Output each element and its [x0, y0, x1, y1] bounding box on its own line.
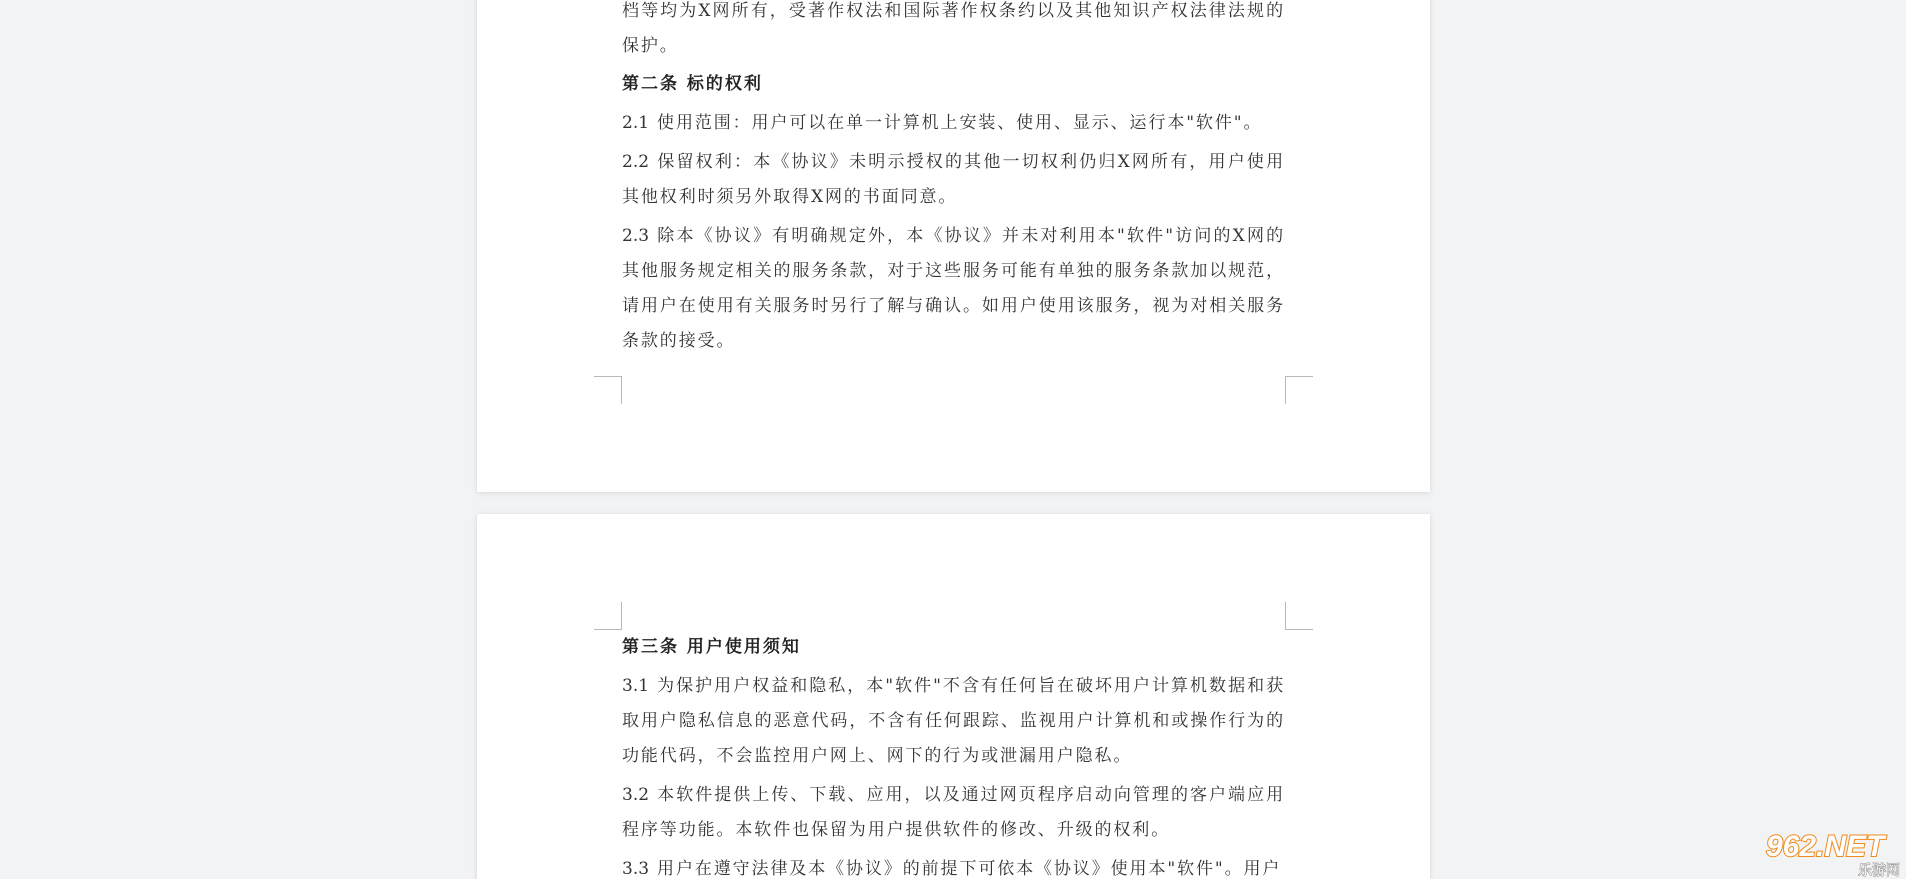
paragraph-text: 档等均为X网所有，受著作权法和国际著作权条约以及其他知识产权法律法规的保护。 [622, 1, 1285, 56]
clause-3-3 [622, 852, 1285, 879]
clause-text: 除本《协议》有明确规定外，本《协议》并未对利用本"软件"访问的X网的其他服务规定相关的服务条款，对于这些服务可能有单独的服务条款加以规范，请用户在使用有关服务时另行了解与确认。如用户使用该服务，视为对相关服务条款的接受。 [622, 226, 1285, 351]
page-2-content [622, 627, 1285, 879]
margin-corner-top-left [594, 602, 622, 630]
paragraph-copyright [622, 0, 1285, 64]
watermark-logo-text: 962.NET [1766, 830, 1885, 863]
document-page-1 [477, 0, 1430, 492]
watermark-sub-text: 乐游网 [1858, 863, 1900, 879]
clause-number: 3.1 [622, 676, 650, 696]
section-3-heading: 第三条 用户使用须知 [622, 637, 801, 657]
clause-3-2 [622, 778, 1285, 848]
section-2-heading: 第二条 标的权利 [622, 74, 763, 94]
clause-number: 2.2 [622, 152, 650, 172]
clause-text: 使用范围：用户可以在单一计算机上安装、使用、显示、运行本"软件"。 [657, 113, 1263, 133]
clause-number: 3.3 [622, 859, 650, 879]
site-watermark-logo [1762, 826, 1906, 879]
clause-text: 为保护用户权益和隐私，本"软件"不含有任何旨在破坏用户计算机数据和获取用户隐私信息的恶意代码，不含有任何跟踪、监视用户计算机和或操作行为的功能代码，不会监控用户网上、网下的行为或泄漏用户隐私。 [622, 676, 1285, 766]
clause-number: 2.1 [622, 113, 650, 133]
margin-corner-bottom-left [594, 376, 622, 404]
margin-corner-bottom-right [1285, 376, 1313, 404]
clause-text: 本软件提供上传、下载、应用，以及通过网页程序启动向管理的客户端应用程序等功能。本软件也保留为用户提供软件的修改、升级的权利。 [622, 785, 1285, 840]
clause-3-1 [622, 669, 1285, 774]
margin-corner-top-right [1285, 602, 1313, 630]
clause-text: 保留权利：本《协议》未明示授权的其他一切权利仍归X网所有，用户使用其他权利时须另外取得X网的书面同意。 [622, 152, 1285, 207]
clause-2-2 [622, 145, 1285, 215]
page-1-content [622, 0, 1285, 359]
clause-number: 2.3 [622, 226, 650, 246]
clause-2-1 [622, 106, 1285, 141]
document-page-2 [477, 514, 1430, 879]
clause-2-3 [622, 219, 1285, 359]
clause-text: 用户在遵守法律及本《协议》的前提下可依本《协议》使用本"软件"。用户 [657, 859, 1282, 879]
clause-number: 3.2 [622, 785, 650, 805]
